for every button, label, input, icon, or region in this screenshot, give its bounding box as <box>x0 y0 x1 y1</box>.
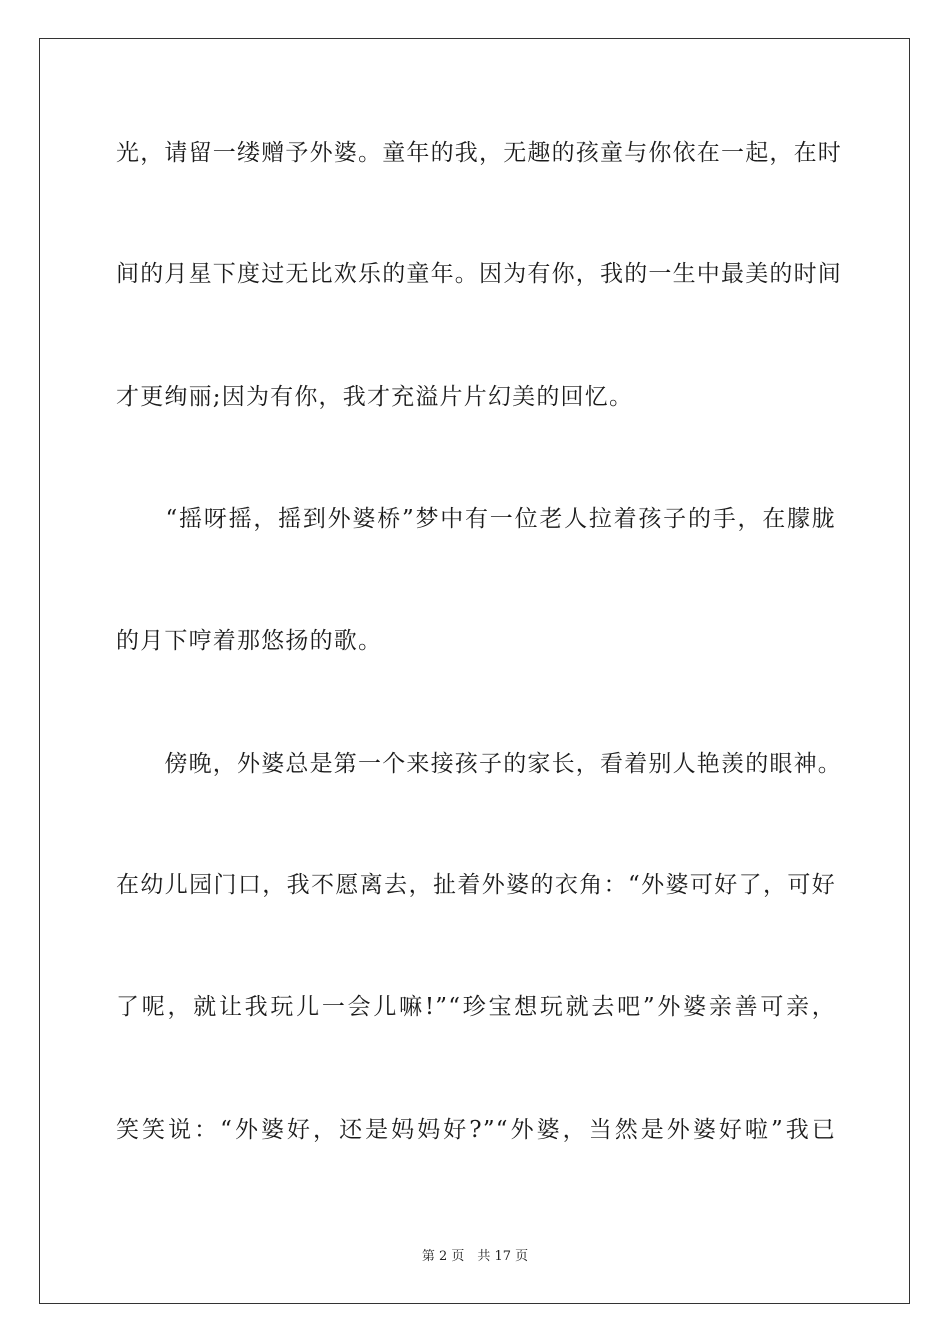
paragraph-line: 在幼儿园门口，我不愿离去，扯着外婆的衣角：“外婆可好了，可好 <box>116 872 836 898</box>
paragraph-line: 笑笑说：“外婆好，还是妈妈好?”“外婆，当然是外婆好啦”我已 <box>116 1117 836 1143</box>
paragraph-line: 才更绚丽;因为有你，我才充溢片片幻美的回忆。 <box>116 384 634 410</box>
page-footer <box>0 1248 950 1266</box>
paragraph-line: 傍晚，外婆总是第一个来接孩子的家长，看着别人艳羡的眼神。 <box>116 751 842 777</box>
paragraph-line: 的月下哼着那悠扬的歌。 <box>116 628 383 654</box>
paragraph-line: 了呢，就让我玩儿一会儿嘛!”“珍宝想玩就去吧”外婆亲善可亲， <box>116 994 836 1020</box>
paragraph-line: 光，请留一缕赠予外婆。童年的我，无趣的孩童与你依在一起，在时 <box>116 140 842 166</box>
paragraph-line: “摇呀摇，摇到外婆桥”梦中有一位老人拉着孩子的手，在朦胧 <box>116 506 836 532</box>
paragraph-line: 间的月星下度过无比欢乐的童年。因为有你，我的一生中最美的时间 <box>116 261 842 287</box>
page-number: 第 2 页 共 17 页 <box>421 1249 529 1264</box>
